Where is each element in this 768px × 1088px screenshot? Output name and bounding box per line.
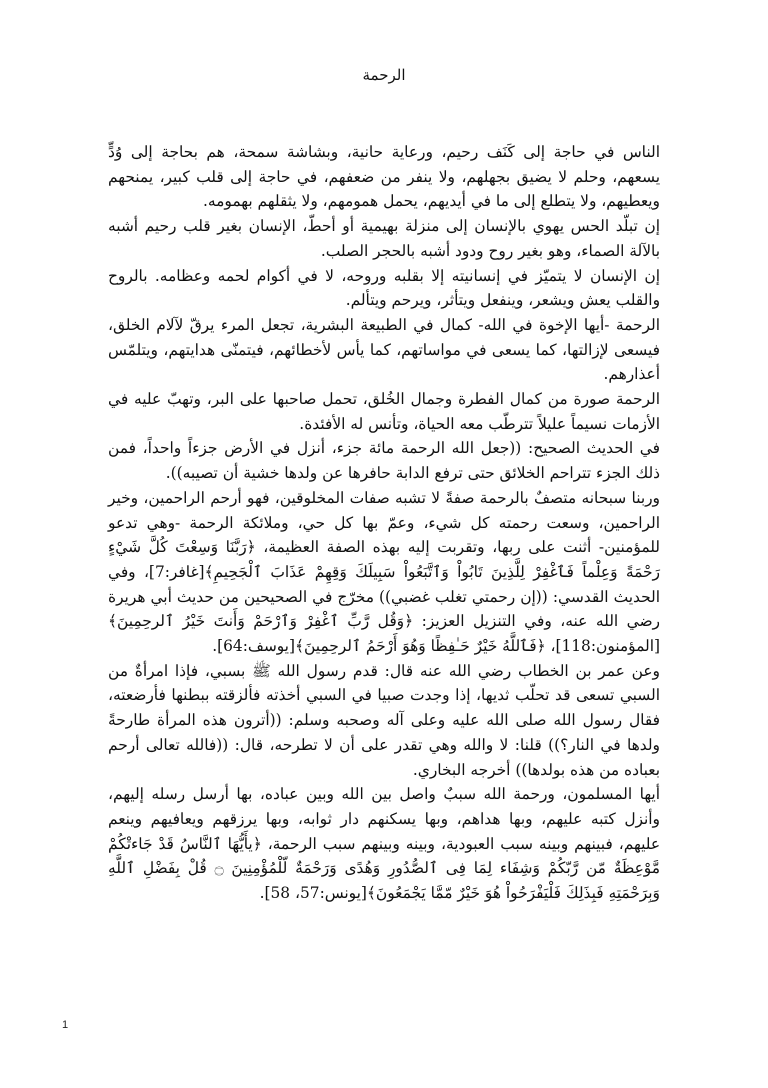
page-title: الرحمة [362,66,406,84]
paragraph: أيها المسلمون، ورحمة الله سببٌ واصل بين الله وبين عباده، بها أرسل رسله إليهم، وأنزل كتبه عليهم، وبها هداهم، وبها يسكنهم دار ثوابه، وبها يرزقهم ويعافيهم وينعم عليهم، فبينهم وبينه سبب العبودية، وبينه وبينهم سبب الرحمة، ﴿يأَيُّهَا ٱلنَّاسُ قَدْ جَاءتْكُمْ مَّوْعِظَةٌ مّن رَّبّكُمْ وَشِفَاء لِمَا فِى ٱلصُّدُورِ وَهُدًى وَرَحْمَةٌ لّلْمُؤْمِنِينَ ۝ قُلْ بِفَضْلِ ٱللَّهِ وَبِرَحْمَتِهِ فَبِذَلِكَ فَلْيَفْرَحُواْ هُوَ خَيْرٌ مّمَّا يَجْمَعُونَ﴾[يونس:57، 58]. [108,785,660,903]
paragraph: الرحمة -أيها الإخوة في الله- كمال في الطبيعة البشرية، تجعل المرء يرقّ لآلام الخلق، فيسعى لإزالتها، كما يسعى في مواساتهم، كما يأس لأخطائهم، فيتمنّى هدايتهم، ويتلمّس أعذارهم. [108,315,660,384]
paragraph: الناس في حاجة إلى كَنَف رحيم، ورعاية حانية، وبشاشة سمحة، هم بحاجة إلى وُدٍّ يسعهم، وحلم لا يضيق بجهلهم، ولا ينفر من ضعفهم، في حاجة إلى قلب كبير، يمنحهم ويعطيهم، ولا يتطلع إلى ما في أيديهم، يحمل همومهم، ولا يثقلهم بهمومه. [108,143,660,211]
paragraph: إن تبلّد الحس يهوي بالإنسان إلى منزلة بهيمية أو أحطّ، الإنسان بغير قلب رحيم أشبه بالآلة الصماء، وهو بغير روح ودود أشبه بالحجر الصلب. [108,217,660,260]
document-body [108,140,660,906]
paragraph: في الحديث الصحيح: ((جعل الله الرحمة مائة جزء، أنزل في الأرض جزءاً واحداً، فمن ذلك الجزء تتراحم الخلائق حتى ترفع الدابة حافرها عن ولدها خشية أن تصيبه)). [108,439,660,483]
paragraph: إن الإنسان لا يتميّز في إنسانيته إلا بقلبه وروحه، لا في أكوام لحمه وعظامه. بالروح والقلب يعش ويشعر، وينفعل ويتأثر، ويرحم ويتألم. [108,266,660,310]
page-number: 1 [62,1019,69,1031]
paragraph: وربنا سبحانه متصفٌ بالرحمة صفةً لا تشبه صفات المخلوقين، فهو أرحم الراحمين، وخير الراحمين، وسعت رحمته كل شيء، وعمّ بها كل حي، وملائكة الرحمة -وهي تدعو للمؤمنين- أثنت على ربها، وتقربت إليه بهذه الصفة العظيمة، ﴿رَبَّنَا وَسِعْتَ كُلَّ شَيْءٍ رَحْمَةً وَعِلْماً فَٱغْفِرْ لِلَّذِينَ تَابُواْ وَٱتَّبَعُواْ سَبِيلَكَ وَقِهِمْ عَذَابَ ٱلْجَحِيمِ﴾[غافر:7]، وفي الحديث القدسي: ((إن رحمتي تغلب غضبي)) مخرّج في الصحيحين من حديث أبي هريرة رضي الله عنه، وفي التنزيل العزيز: ﴿وَقُل رَّبِّ ٱغْفِرْ وَٱرْحَمْ وَأَنتَ خَيْرُ ٱلرحِمِينَ﴾[المؤمنون:118]، ﴿فَٱللَّهُ خَيْرٌ حَـٰفِظًا وَهُوَ أَرْحَمُ ٱلرحِمِينَ﴾[يوسف:64]. [108,488,660,656]
paragraph: الرحمة صورة من كمال الفطرة وجمال الخُلق، تحمل صاحبها على البر، وتهبّ عليه في الأزمات نسيماً عليلاً تترطّب معه الحياة، وتأنس له الأفئدة. [108,390,660,433]
paragraph: وعن عمر بن الخطاب رضي الله عنه قال: قدم رسول الله ﷺ بسبي، فإذا امرأةٌ من السبي تسعى قد تحلّب ثديها، إذا وجدت صبيا في السبي أخذته فألزقته ببطنها فأرضعته، فقال رسول الله صلى الله عليه وعلى آله وصحبه وسلم: ((أترون هذه المرأة طارحةً ولدها في النار؟)) قلنا: لا والله وهي تقدر على أن لا تطرحه، قال: ((فالله تعالى أرحم بعباده من هذه بولدها)) أخرجه البخاري. [108,661,660,779]
